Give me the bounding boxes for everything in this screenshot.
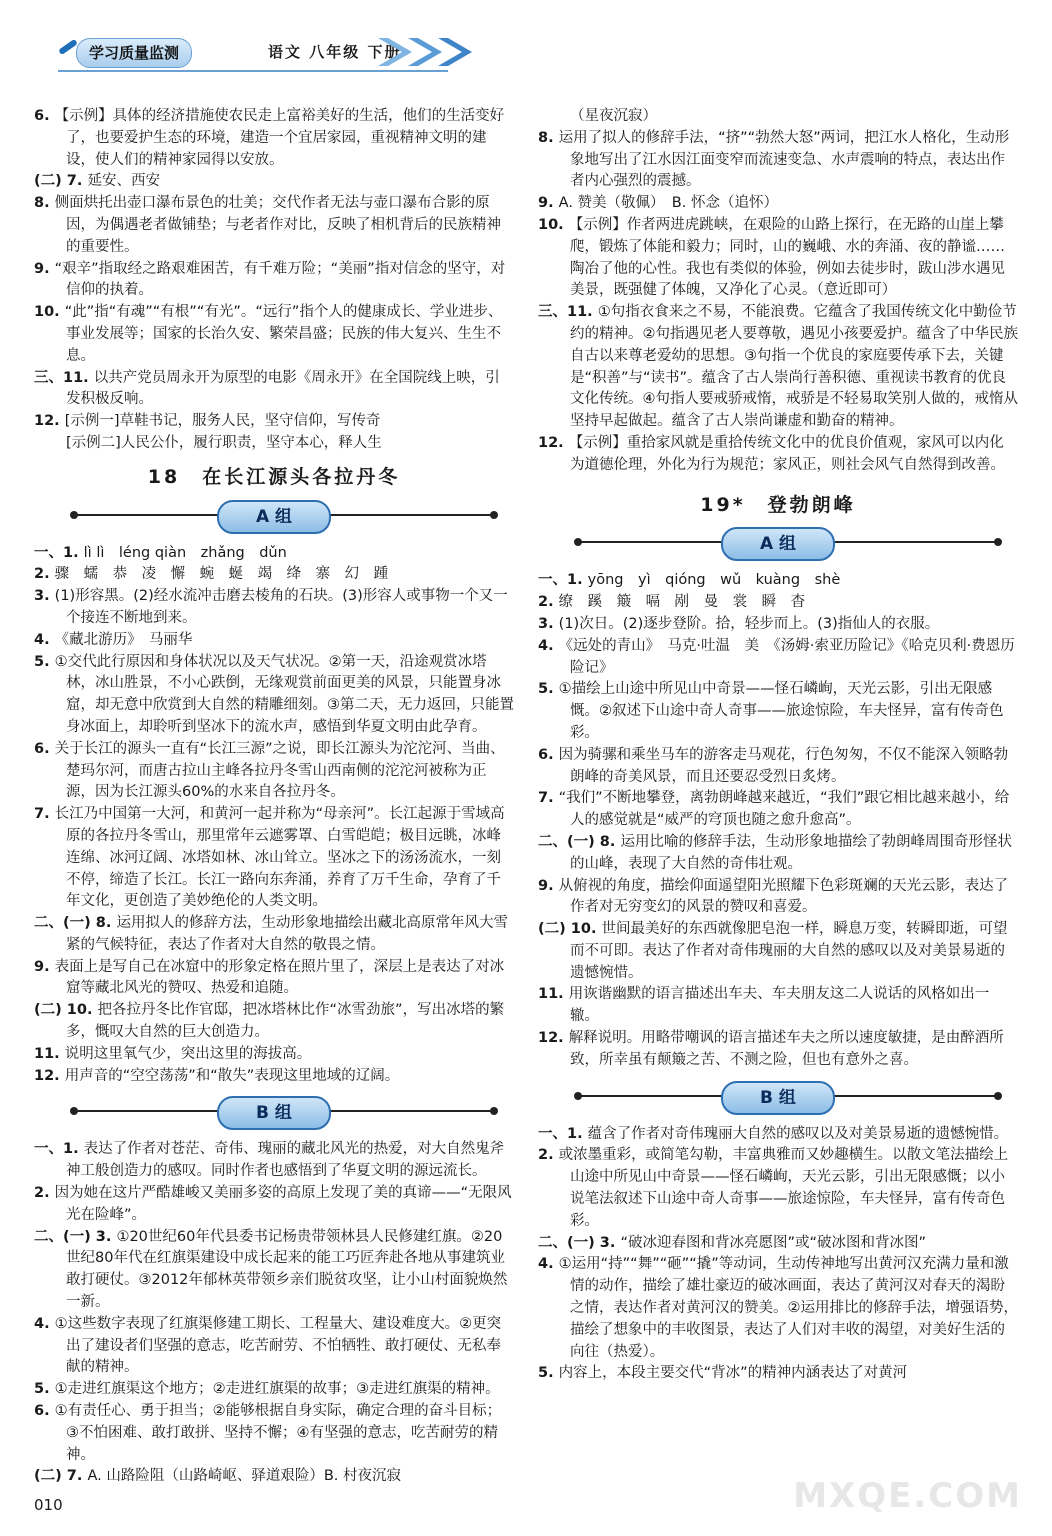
answer-item <box>34 564 514 586</box>
answer-item <box>538 1124 1018 1146</box>
answer-number: (二) 7. <box>34 1468 88 1485</box>
answer-item <box>34 739 514 804</box>
answer-text: “此”指“有魂”“有根”“有光”。“远行”指个人的健康成长、学业进步、事业发展等；国家的长治久安、繁荣昌盛；民族的伟大复兴、生生不息。 <box>64 304 503 364</box>
answer-number: 4. <box>538 637 559 654</box>
answer-item <box>538 876 1018 920</box>
answer-item <box>34 1044 514 1066</box>
answer-text: lì lì léng qiàn zhǎng dǔn <box>83 544 287 561</box>
answer-item <box>538 1363 1018 1385</box>
answer-text: A. 赞美（敬佩） B. 怀念（追怀） <box>558 195 778 212</box>
answer-text: ①运用“持”“舞”“砸”“撬”等动词，生动传神地写出黄河汉充满力量和激情的动作，描绘了雄壮豪迈的破冰画面，表达了黄河汉对春天的渴盼之情，表达作者对黄河汉的赞美。②运用排比的修辞手法，增强语势，描绘了想象中的丰收图景，表达了人们对丰收的渴望，对美好生活的向往（热爱）。 <box>558 1256 1018 1360</box>
answer-number: 5. <box>34 653 55 670</box>
answer-text: (1)形容黑。(2)经水流冲击磨去棱角的石块。(3)形容人或事物一个又一个接连不断地到来。 <box>54 588 508 626</box>
answer-text: ①描绘上山途中所见山中奇景——怪石嶙峋，天光云影，引出无限感慨。②叙述下山途中奇人奇事——旅途惊险，车夫怪异，富有传奇色彩。 <box>558 681 1004 741</box>
answer-text: A. 山路险阻（山路崎岖、驿道艰险）B. 村夜沉寂 <box>87 1468 401 1485</box>
answer-text: 运用比喻的修辞手法，生动形象地描绘了勃朗峰周围奇形怪状的山峰，表现了大自然的奇伟壮观。 <box>570 833 1012 872</box>
answer-number: 一、1. <box>34 1141 84 1158</box>
answer-number: 9. <box>538 195 559 212</box>
answer-item <box>34 411 514 433</box>
answer-item <box>538 832 1018 876</box>
answer-number: 5. <box>538 681 559 698</box>
answer-item <box>34 1401 514 1466</box>
answer-text: 蕴含了作者对奇伟瑰丽大自然的感叹以及对美景易逝的遗憾惋惜。 <box>587 1125 1009 1142</box>
answer-item <box>538 1233 1018 1255</box>
answer-number: 二、(一) 3. <box>538 1234 621 1251</box>
answer-text: 内容上，本段主要交代“背冰”的精神内涵表达了对黄河 <box>558 1365 908 1382</box>
group-b-label: B 组 <box>217 1096 331 1130</box>
answer-item <box>34 106 514 171</box>
answer-number: 6. <box>538 746 559 763</box>
answer-item <box>34 1379 514 1401</box>
answer-number: 2. <box>34 566 55 583</box>
answer-number: 5. <box>34 1381 55 1398</box>
answer-item <box>34 586 514 630</box>
watermark-logo <box>793 1470 1022 1516</box>
answer-item <box>34 630 514 652</box>
answer-text: 《远处的青山》 马克·吐温 美 《汤姆·索亚历险记》《哈克贝利·费恩历险记》 <box>558 637 1015 676</box>
answer-text: 从俯视的角度，描绘仰面遥望阳光照耀下色彩斑斓的天光云影，表达了作者对无穷变幻的风景的赞叹和喜爱。 <box>558 877 1009 916</box>
series-badge: 学习质量监测 <box>76 38 192 68</box>
answer-item <box>538 128 1018 193</box>
answer-item <box>538 302 1018 433</box>
answer-number: 11. <box>538 986 569 1003</box>
answer-item <box>538 636 1018 680</box>
answer-item <box>34 543 514 565</box>
answer-item <box>34 1183 514 1227</box>
answer-text: 缭 蹊 簸 嗝 剐 曼 裳 瞬 杳 <box>558 594 806 611</box>
answer-item <box>538 1145 1018 1232</box>
answer-number: 3. <box>538 615 559 632</box>
answer-number: 8. <box>538 129 559 146</box>
answer-number: 12. <box>538 434 569 451</box>
answer-text: “艰辛”指取经之路艰难困苦，有千难万险；“美丽”指对信念的坚守，对信仰的执着。 <box>54 260 506 299</box>
answer-number: 6. <box>34 740 55 757</box>
answer-text: 【示例】具体的经济措施使农民走上富裕美好的生活，他们的生活变好了，也要爱护生态的环境，建造一个宜居家园，重视精神文明的建设，使人们的精神家园得以安放。 <box>54 108 505 168</box>
answer-text: 解释说明。用略带嘲讽的语言描述车夫之所以速度敏捷，是由醉酒所致，所幸虽有颠簸之苦、不测之险，但也有意外之喜。 <box>568 1030 1004 1068</box>
answer-text: （星夜沉寂） <box>570 108 657 124</box>
answer-number: 12. <box>34 413 65 430</box>
answer-number: 9. <box>538 877 559 894</box>
answer-number: 4. <box>34 1315 55 1332</box>
answer-item <box>34 1000 514 1044</box>
answer-number: 6. <box>34 108 55 124</box>
answer-number: 4. <box>538 1256 559 1273</box>
answer-number: 10. <box>34 304 65 321</box>
answer-text: 长江乃中国第一大河，和黄河一起并称为“母亲河”。长江起源于雪域高原的各拉丹冬雪山，那里常年云遮雾罩、白雪皑皑；极目远眺，冰峰连绵、冰河辽阔、冰塔如林、冰山耸立。坚冰之下的汤汤流水，一刻不停，缔造了长江。长江一路向东奔涌，养育了万千生命，孕育了千年文化，更创造了美妙绝伦的人类文明。 <box>54 806 505 910</box>
answer-number: 一、1. <box>538 572 588 589</box>
answer-number: 二、(一) 3. <box>34 1228 117 1245</box>
left-column <box>34 106 514 1488</box>
answer-item <box>34 368 514 412</box>
answer-item <box>538 1028 1018 1072</box>
answer-text: 侧面烘托出壶口瀑布景色的壮美；交代作者无法与壶口瀑布合影的原因，为偶遇老者做铺垫；与老者作对比，反映了相机背后的民族精神的重要性。 <box>54 195 501 255</box>
answer-item <box>538 215 1018 302</box>
answer-item <box>538 193 1018 215</box>
answer-number: (二) 10. <box>34 1002 98 1019</box>
header-rule <box>58 70 448 72</box>
answer-list-17-tail <box>34 106 514 455</box>
lesson-title-18: 18 在长江源头各拉丹冬 <box>147 465 401 488</box>
answer-list-18-a <box>34 543 514 1088</box>
answer-number: 12. <box>538 1030 569 1047</box>
answer-text: 关于长江的源头一直有“长江三源”之说，即长江源头为沱沱河、当曲、楚玛尔河，而唐古拉山主峰各拉丹冬雪山西南侧的沱沱河被称为正源，因为长江源头60%的水来自各拉丹冬。 <box>54 740 505 801</box>
answer-item <box>34 1314 514 1379</box>
answer-number: 6. <box>34 1403 55 1420</box>
answer-item <box>538 106 1018 128</box>
answer-text: ①交代此行原因和身体状况以及天气状况。②第一天，沿途观赏冰塔林，冰山胜景，不小心跌倒，无缘观赏前面更美的风景，只能置身冰窟，却无意中欣赏到大自然的精雕细刻。③第二天，无力返回，只能置身冰面上，却聆听到坚冰下的流水声，感悟到华夏文明由此孕育。 <box>54 653 514 735</box>
answer-text: 【示例】重拾家风就是重拾传统文化中的优良价值观，家风可以内化为道德伦理，外化为行为规范；家风正，则社会风气自然得到改善。 <box>568 434 1005 473</box>
group-a-header <box>538 524 1018 560</box>
answer-text: 【示例】作者两进虎跳峡，在艰险的山路上探行，在无路的山崖上攀爬，锻炼了体能和毅力；同时，山的巍峨、水的奔涌、夜的静谧……陶冶了他的心性。我也有类似的体验，例如去徒步时，跋山涉水遇见美景，既强健了体魄，又净化了心灵。（意近即可） <box>568 216 1005 299</box>
group-a-header <box>34 497 514 533</box>
answer-text: 运用拟人的修辞方法，生动形象地描绘出藏北高原常年风大雪紧的气候特征，表达了作者对大自然的敬畏之情。 <box>66 915 508 953</box>
answer-text: 《藏北游历》 马丽华 <box>54 631 193 648</box>
answer-list-19-a <box>538 570 1018 1071</box>
answer-number: 三、11. <box>34 369 94 386</box>
answer-text: 把各拉丹冬比作官邸，把冰塔林比作“冰雪劲旅”，写出冰塔的繁多，慨叹大自然的巨大创造力。 <box>66 1002 505 1041</box>
answer-number: 2. <box>34 1185 55 1202</box>
answer-item <box>538 745 1018 789</box>
group-b-header <box>34 1093 514 1129</box>
answer-text: [示例一]草鞋书记，服务人民，坚守信仰，写传奇 <box>64 413 381 430</box>
answer-item <box>34 1139 514 1183</box>
answer-list-18-b-cont <box>538 106 1018 477</box>
subject-label: 语文 八年级 下册 <box>268 43 402 61</box>
answer-item <box>538 788 1018 832</box>
answer-item <box>34 259 514 303</box>
answer-text: 表面上是写自己在冰窟中的形象定格在照片里了，深层上是表达了对冰窟等藏北风光的赞叹、热爱和追随。 <box>54 958 505 997</box>
answer-text: ①有责任心、勇于担当；②能够根据自身实际，确定合理的奋斗目标；③不怕困难、敢打敢拼、坚持不懈；④有坚强的意志，吃苦耐劳的精神。 <box>54 1403 502 1463</box>
answer-text: ①走进红旗渠这个地方；②走进红旗渠的故事；③走进红旗渠的精神。 <box>54 1381 500 1398</box>
answer-item <box>34 171 514 193</box>
double-chevron-icon <box>368 34 498 70</box>
page-number: 010 <box>34 1496 63 1514</box>
answer-number: 2. <box>538 594 559 611</box>
group-a-label: A 组 <box>217 500 331 534</box>
answer-number: 二、(一) 8. <box>34 915 117 932</box>
answer-number: 11. <box>34 1045 65 1062</box>
answer-number: 10. <box>538 216 569 233</box>
answer-item <box>34 1227 514 1314</box>
answer-text: yōng yì qióng wǔ kuàng shè <box>587 572 841 589</box>
answer-item <box>34 652 514 739</box>
answer-number: 7. <box>538 790 559 807</box>
answer-text: 因为骑骡和乘坐马车的游客走马观花，行色匆匆，不仅不能深入领略勃朗峰的奇美风景，而且还要忍受烈日炙烤。 <box>558 746 1009 785</box>
answer-item <box>34 193 514 258</box>
group-a-label: A 组 <box>721 527 835 561</box>
answer-item <box>34 804 514 913</box>
answer-text: 表达了作者对苍茫、奇伟、瑰丽的藏北风光的热爱，对大自然鬼斧神工般创造力的感叹。同时作者也感悟到了华夏文明的源远流长。 <box>66 1141 505 1180</box>
answer-item <box>538 614 1018 636</box>
answer-text: 因为她在这片严酷雄峻又美丽多姿的高原上发现了美的真谛——“无限风光在险峰”。 <box>54 1185 512 1223</box>
answer-text: 骤 蠕 恭 凌 懈 蜿 蜒 竭 绛 寨 幻 踵 <box>54 566 389 583</box>
answer-text: 用声音的“空空荡荡”和“散失”表现这里地域的辽阔。 <box>64 1067 400 1084</box>
answer-number: 9. <box>34 260 55 277</box>
answer-item <box>538 984 1018 1028</box>
answer-number: 一、1. <box>34 544 84 561</box>
answer-number: (二) 7. <box>34 173 88 190</box>
answer-text: 延安、西安 <box>87 173 160 190</box>
answer-number: 12. <box>34 1067 65 1084</box>
answer-item <box>538 592 1018 614</box>
answer-list-19-b <box>538 1124 1018 1386</box>
answer-item <box>538 433 1018 477</box>
answer-text: “破冰迎春图和背冰亮愿图”或“破冰图和背冰图” <box>620 1234 926 1251</box>
watermark-text: MXQE.COM <box>793 1476 1022 1516</box>
right-column <box>538 106 1018 1385</box>
answer-number: 5. <box>538 1365 559 1382</box>
answer-item <box>34 957 514 1001</box>
pen-icon <box>58 39 78 55</box>
answer-number: (二) 10. <box>538 921 602 938</box>
answer-number: 二、(一) 8. <box>538 833 621 850</box>
answer-item <box>34 302 514 367</box>
answer-text: 用诙谐幽默的语言描述出车夫、车夫朋友这二人说话的风格如出一辙。 <box>568 986 990 1025</box>
answer-number: 9. <box>34 958 55 975</box>
answer-text: (1)次日。(2)逐步登阶。拾，轻步而上。(3)指仙人的衣服。 <box>558 615 940 632</box>
answer-text: 或浓墨重彩，或简笔勾勒，丰富典雅而又妙趣横生。以散文笔法描绘上山途中所见山中奇景——怪石嶙峋，天光云影，引出无限感慨；以小说笔法叙述下山途中奇人奇事——旅途惊险，车夫怪异，富有传奇色彩。 <box>558 1147 1009 1229</box>
answer-text: 以共产党员周永开为原型的电影《周永开》在全国院线上映，引发积极反响。 <box>66 369 500 408</box>
answer-text: ①20世纪60年代县委书记杨贵带领林县人民修建红旗。②20世纪80年代在红旗渠建设中成长起来的能工巧匠奔赴各地从事建筑业敢打硬仗。③2012年郁林英带领乡亲们脱贫攻坚，让小山村面貌焕然一新。 <box>66 1228 508 1311</box>
answer-text: ①这些数字表现了红旗渠修建工期长、工程量大、建设难度大。②更突出了建设者们坚强的意志，吃苦耐劳、不怕牺牲、敢打硬仗、无私奉献的精神。 <box>54 1315 502 1376</box>
answer-item <box>34 433 514 455</box>
answer-text: 世间最美好的东西就像肥皂泡一样，瞬息万变，转瞬即逝，可望而不可即。表达了作者对奇伟瑰丽的大自然的感叹以及对美景易逝的遗憾惋惜。 <box>570 921 1008 981</box>
answer-text: ①句指衣食来之不易，不能浪费。它蕴含了我国传统文化中勤俭节约的精神。②句指遇见老人要尊敬，遇见小孩要爱护。蕴含了中华民族自古以来尊老爱幼的思想。③句指一个优良的家庭要传承下去，关键是“积善”与“读书”。蕴含了古人崇尚行善积德、重视读书教育的优良文化传统。④句指人要戒骄戒惰，戒骄是不轻易取笑别人做的，戒惰从坚持早起做起。蕴含了古人崇尚谦虚和勤奋的精神。 <box>570 304 1018 430</box>
answer-text: [示例二]人民公仆，履行职责，坚守本心，释人生 <box>66 434 382 451</box>
answer-item <box>34 913 514 957</box>
answer-item <box>538 679 1018 744</box>
answer-item <box>34 1466 514 1488</box>
answer-item <box>34 1066 514 1088</box>
answer-number: 一、1. <box>538 1125 588 1142</box>
answer-text: 说明这里氧气少，突出这里的海拔高。 <box>64 1045 312 1062</box>
group-b-label: B 组 <box>721 1081 835 1115</box>
answer-item <box>538 570 1018 592</box>
answer-number: 三、11. <box>538 304 598 321</box>
answer-item <box>538 919 1018 984</box>
answer-number: 3. <box>34 588 55 605</box>
lesson-title-19: 19* 登勃朗峰 <box>700 493 856 516</box>
answer-list-18-b <box>34 1139 514 1488</box>
answer-number: 8. <box>34 195 55 212</box>
answer-text: 运用了拟人的修辞手法，“挤”“勃然大怒”两词，把江水人格化，生动形象地写出了江水因江面变窄而流速变急、水声震响的特点，表达出作者内心强烈的震撼。 <box>558 129 1010 190</box>
answer-number: 7. <box>34 806 55 823</box>
answer-number: 4. <box>34 631 55 648</box>
answer-text: “我们”不断地攀登，离勃朗峰越来越近，“我们”跟它相比越来越小，给人的感觉就是“威严的穹顶也随之愈升愈高”。 <box>558 790 1010 829</box>
group-b-header <box>538 1078 1018 1114</box>
answer-item <box>538 1254 1018 1363</box>
answer-number: 2. <box>538 1147 559 1164</box>
